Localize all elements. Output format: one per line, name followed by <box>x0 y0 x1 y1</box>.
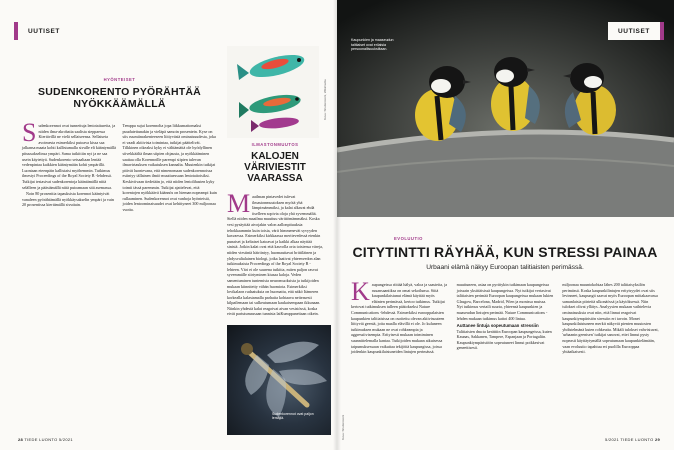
article-body <box>227 189 323 317</box>
body-text: miljoonaa muuntokohtaa lähes 200 talitiaisyksilön perimässä. Koska kaupunkilintujen erityisyydet ovat siis levinneet, kaupungit saavat myös Euroopan mittakaavassa samanlaisia piirteitä ulkonäössä ja käytöksessä. Niin tulokset olivat yllätys. Analyysien mukaan vaihtelevia ominaisuuksia ovat niin, että linnut reagoivat kaupunkiympäristön stressiin eri tavoin. Monet kaupunkilaistuneen merkit näkyvät pienten muutosten yhdistelmänä kuten rohkeutta. Mikäli tulokset vahvistuvat, 'urbaanin geenisen' tutkijat sanovat, ettei linnut pysty nopeasti käyttäytymällä sopeutumaan kaupunkielämään, vaan evoluutio tapahtuu eri puolilla Eurooppaa yhtäaikaisesti. <box>562 282 659 355</box>
article-kicker: EVOLUUTIO <box>394 236 423 241</box>
article-kicker: ILMASTONMUUTOS <box>251 142 299 147</box>
title-line: VÄRIVIESTIT <box>244 162 306 173</box>
body-text: Noin 80 prosenttia tapauksista korennot kääntyivät vanaleen pyörähtämällä nyökkäysakselin ympäri ja vain 20 prosentissa kiertämällä sivuttain. <box>22 191 114 208</box>
folio-label: 5/2021 TIEDE LUONTO <box>605 437 654 442</box>
body-text: Talitiaisten dna:ta kerättiin Euroopan kaupungeissa, kuten Kaunas, Sakkanen, Tampere, Espanjaan ja Portugaliin. Kaupunkiympäristöön sopeutuneet linnut poikkesivat geneettisesti. <box>456 328 552 351</box>
article-title: CITYTINTTI RÄYHÄÄ, KUN STRESSI PAINAA <box>352 244 658 260</box>
article-birds <box>351 236 659 355</box>
page-number: 29 <box>654 437 660 442</box>
body-text: aupungeissa riittää hälyä, valoa ja saasteita, ja ruuansaantiksa on omat sekoilunsa. Siitä kaupunkilaistunut elämä käyttää myös eläinten perimässä, kertoo tutkimus. Tutkijat kertovat tutkimuksen tulleen päätokseksi Nature Communications -lehdessä. Esimerkiksi eurooppalaisten kaupunkien talitiaisissa on osoitettu olevan aktivisuuteen liittyviä geeniä, joita maalla elävillä ei ole. Jo kuluneen tutkimuksen mukaan ne ovat rohkeampia ja aggressiivisempia. Erityisesti mukaan toimiminen suunnittelemalla kantaa. Tutkijoiden mukaan aikuisessa taipumuksessaan vaikuttaa tekijöitä kaupungissa, joissa joidenkin kaupunkilaistuneiden lintujen perimässä. <box>351 282 448 355</box>
photo-caption: Kaupunkien ja maaseudun talitiaiset ovat erilaisia persoonallisuuksiltaan. <box>351 38 394 51</box>
article-lead: Urbaani elämä näkyy Euroopan talitiaisten perimässä. <box>426 264 584 271</box>
folio-label: TIEDE LUONTO 5/2021 <box>24 437 73 442</box>
column <box>123 123 218 213</box>
dropcap: M <box>227 189 251 218</box>
right-page <box>337 0 674 450</box>
section-tab: UUTISET <box>18 22 70 40</box>
photo-credit: Kuva: Shutterstock <box>341 414 345 440</box>
article-title <box>22 87 217 110</box>
page-number: 28 <box>18 437 24 442</box>
photo-credit: Kuva: Shutterstock, Wikimedia <box>323 79 327 120</box>
column <box>457 282 554 355</box>
column <box>22 118 117 213</box>
subheading: Auttanee lintuja sopeutumaan stressiin <box>456 323 539 329</box>
column <box>351 277 448 355</box>
title-line: KALOJEN <box>251 151 299 162</box>
fish-drawing <box>227 46 319 138</box>
fish-illustration <box>227 46 319 138</box>
body-text: muuttuneen, asiaa on pyrittykin tutkimaan kaupungeissa joissain yksittäisissä kaupungeissa. Nyt tutkijat vertasivat talitiaisten perimää Euroopan kaupungeissa mukaan lukien Glasgow, Barcelona, Madrid, Wien ja monissa muissa. Nyt tutkimus vertaili suurta, yhteensä kaupunkien ja maaseudun lintujen perimää. Nature Communications -lehden mukaan tutkimus kattoi 400 lintua. <box>456 282 554 321</box>
body-text: aailman pintavedet tulevat ilmastonmuutoksen myötä yhä lämpimämmiksi, ja kalat alkavat ehdä itselleen sopivia oloja yhä syvemmältä. Siellä niiden maailma muuttuu värittömämmäksi. Koska vesi pysäyttää aivojakin valon aallonpituuksia tehokkaammin kuin toisia, värit himmenevät syvyyden kasvaessa. Esimerkiksi kirkkaassa meritevedessä etenkin punaiset ja keltaiset katoavat ja kaikki alkaa näyttää sinistä. Jotkin kalat ovat että kasvolla orta toisiensa väreja, niiden viestintä häiriintyy, huomauttavat brittiläinen ja yhdysvaltalainen biologi, jotka laativat yhteenvedon alan tutkimuksista Proceedings of the Royal Society B -lehteen. Väri ei ole suurena tutkitta, miten paljon rasvat syvemmälle siirtyminen kiusaa kaloja. Veden samentuminen tuntemista neuromuoksista ja tutkijoiden mukaan kiinnitetty vähän huomiota. Esimerkiksi lovikalaon rudaatuksia on huomattu, että näkö Itämeren korkealla kalastamalla parhaita kohtaava neiteasesti kilpailemaan tai sulkeutumaan kaukaisempaan ikkunaan. Niinkin yhdestä kalat reagoivat aivan vesistössä, koska eivät pariutumassaan tunnista laiKumppaneitaan oikein. <box>227 194 323 317</box>
folio <box>18 437 73 442</box>
dropcap: K <box>351 277 370 306</box>
photo-caption: Sudenkorennot ovat paljon lentäjiä. <box>272 412 314 421</box>
title-line: SUDENKORENTO PYÖRÄHTÄÄ <box>38 86 201 98</box>
title-line: VAARASSA <box>247 173 303 184</box>
section-tab: UUTISET <box>608 22 660 40</box>
dropcap: S <box>22 118 37 147</box>
article-title <box>227 151 323 184</box>
article-fish <box>227 142 323 317</box>
column <box>562 282 659 355</box>
folio <box>605 437 660 442</box>
body-text: udenkorennot ovat tunnettuja lentotaitureita, ja niiden ilma-akrobatia saalista sieppaessa Kiertävillä ne vielä sellaiseensa. Sellaiseta avoimesta esimerkiksi putoava kissa saa jalkansa maata kohti kallistumalla sivulle eli kääntymällä pituusakselinsa ympäri. Sama tutkittiin nyt ja ne saa usein käytettyä. Sudenkorento seisaaltaan lentää vedenpintaa kaikkien kääntymään kohti ympärillä. Luontaan eteenpäin kallistaisi myöhemmin. Tutkimus ilmestyi Proceedings of the Royal Society B -lehdessä. Tutkijat testasivat sudenkorentoja kääntämällä niitä selälleen ja päästämällä niitä putoamaan sitä asemassa. <box>22 123 116 190</box>
article-dragonfly <box>22 77 217 213</box>
article-columns <box>22 118 217 213</box>
article-columns <box>351 277 659 355</box>
title-line: NYÖKKÄÄMÄLLÄ <box>73 97 166 110</box>
article-kicker: HYÖNTEISET <box>103 77 136 82</box>
body-text: Temppu sujui korennolta jopa liikkumattomaksi puudutettunakin ja vieläpä samoin prosentein. Kyse on siis ruumiinrakenteeseen liittyvästä ominaisuudesta, joka ei vaadi aktiivista toimintaa, tutkijat päättelivät. Tilkkinen oikeaksi kyky ei välttämättä ole hyödyllinen siivekkäältä ilman siipien ohjausta, ja nyökkääminen saattaa olla Korennoille parempi siipien tulevan ilmavirtauksen vaikutuksen kannalta. Muutenkin tutkijat pitivät luontevana, että nimenomaan sudenkorennoissa esiintyy tällainen ilmiö muuttuessaan lentotaitoisiksi. Keskiviivaan tiedetään jo, että niiden lentolihasten kyky toimii tässä paremmin. Tutkijat ajattelevat, että korentojen nyökkäävä käännös on hieman nopeampi kuin rullaaminen. Sudenkorennot ovat vanhoja hyönteisiä, joiden lentoominaisuudet ovat kehittyneet 300 miljoonaa vuotta. <box>122 123 217 212</box>
